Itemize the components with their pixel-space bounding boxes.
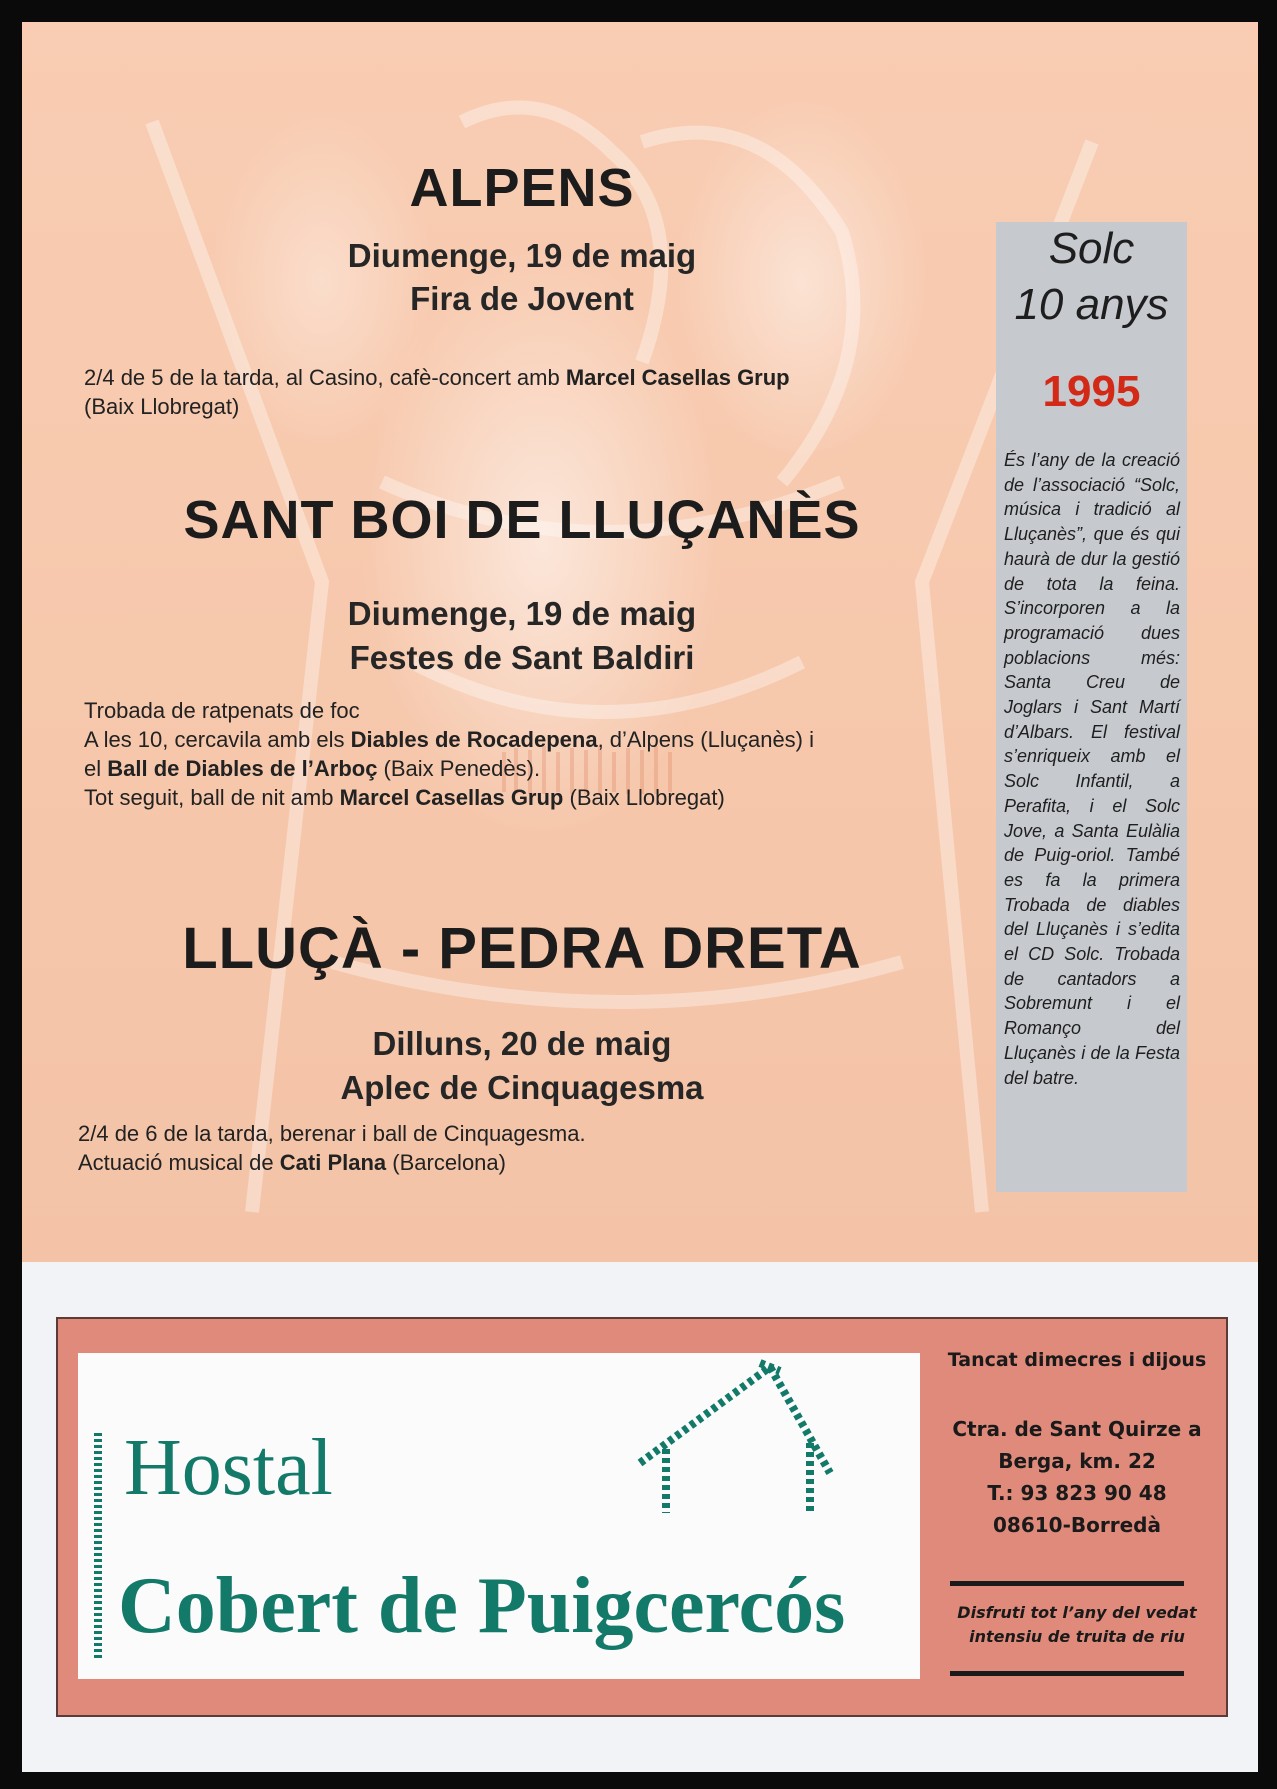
hostal-name-line1: Hostal: [124, 1424, 333, 1512]
lluca-title: LLUÇÀ - PEDRA DRETA: [182, 916, 862, 981]
lluca-line2-c: (Barcelona): [386, 1150, 506, 1175]
santboi-title: SANT BOI DE LLUÇANÈS: [183, 490, 861, 550]
santboi-line3-b: Ball de Diables de l’Arboç: [107, 756, 378, 781]
santboi-date: Diumenge, 19 de maig: [347, 595, 697, 632]
alpens-band: Marcel Casellas Grup: [565, 365, 790, 390]
solc-sidebar: [996, 222, 1187, 1192]
santboi-line3-a: el: [84, 756, 108, 781]
ad-slogan: [930, 1601, 1224, 1649]
ad-top-rule: [950, 1581, 1184, 1586]
ad-slogan-line2: intensiu de truita de riu: [969, 1627, 1185, 1646]
sidebar-year: 1995: [1042, 367, 1141, 416]
santboi-line4-b: Marcel Casellas Grup: [339, 785, 564, 810]
santboi-event: Festes de Sant Baldiri: [349, 639, 695, 676]
sidebar-title-2: 10 anys: [1014, 280, 1169, 329]
ad-postal-city: 08610-Borredà: [993, 1513, 1161, 1537]
ad-address: [930, 1413, 1224, 1541]
santboi-line2-a: A les 10, cercavila amb els: [84, 727, 351, 752]
santboi-line2-c: , d’Alpens (Lluçanès) i: [597, 727, 815, 752]
ad-address-line2: Berga, km. 22: [998, 1449, 1156, 1473]
lluca-line1: 2/4 de 6 de la tarda, berenar i ball de Cinquagesma.: [78, 1121, 586, 1146]
program-section: [22, 22, 1258, 1262]
lluca-event: Aplec de Cinquagesma: [340, 1069, 704, 1106]
alpens-title: ALPENS: [409, 158, 635, 218]
ad-slogan-line1: Disfruti tot l’any del vedat: [957, 1603, 1197, 1622]
alpens-line1: 2/4 de 5 de la tarda, al Casino, cafè-concert amb: [84, 365, 566, 390]
alpens-event: Fira de Jovent: [410, 280, 634, 317]
ad-closed-days: Tancat dimecres i dijous: [947, 1349, 1207, 1371]
hostal-advertisement: [56, 1317, 1228, 1717]
santboi-line2-b: Diables de Rocadepena: [350, 727, 598, 752]
ad-address-line1: Ctra. de Sant Quirze a: [952, 1417, 1202, 1441]
santboi-line4-a: Tot seguit, ball de nit amb: [84, 785, 340, 810]
dotted-line-decoration: [94, 1433, 102, 1661]
santboi-line1: Trobada de ratpenats de foc: [84, 698, 360, 723]
poster-page: [22, 22, 1258, 1772]
lluca-line2-b: Cati Plana: [279, 1150, 387, 1175]
santboi-details: [84, 696, 984, 812]
lluca-date: Dilluns, 20 de maig: [372, 1025, 672, 1062]
santboi-line4-c: (Baix Llobregat): [563, 785, 725, 810]
alpens-date: Diumenge, 19 de maig: [347, 237, 697, 274]
lluca-details: [78, 1119, 978, 1177]
ad-logo-panel: [78, 1353, 920, 1679]
roof-icon: [630, 1353, 850, 1523]
lluca-line2-a: Actuació musical de: [78, 1150, 280, 1175]
alpens-line2: (Baix Llobregat): [84, 394, 240, 419]
ad-bottom-rule: [950, 1671, 1184, 1676]
ad-phone: T.: 93 823 90 48: [987, 1481, 1167, 1505]
sidebar-title-1: Solc: [1048, 224, 1135, 273]
santboi-line3-c: (Baix Penedès).: [377, 756, 541, 781]
sidebar-text: És l’any de la creació de l’associació “Solc, música i tradició al Lluçanès”, que és qui haurà de dur la gestió de tota la feina. S’incorporen a la programació dues poblacions més: Santa Creu de Joglars i Sant Martí d’Albars. El festival s’enriqueix amb el Solc Infantil, a Perafita, i el Solc Jove, a Santa Eulàlia de Puig-oriol. També es fa la primera Trobada de diables del Lluçanès i s’edita el CD Solc. Trobada de cantadors a Sobremunt i el Romanço del Lluçanès i de la Festa del batre.: [1004, 450, 1180, 1088]
alpens-details: [84, 363, 984, 421]
hostal-name-line2: Cobert de Puigcercós: [118, 1562, 846, 1650]
ad-info-panel: [930, 1319, 1224, 1715]
